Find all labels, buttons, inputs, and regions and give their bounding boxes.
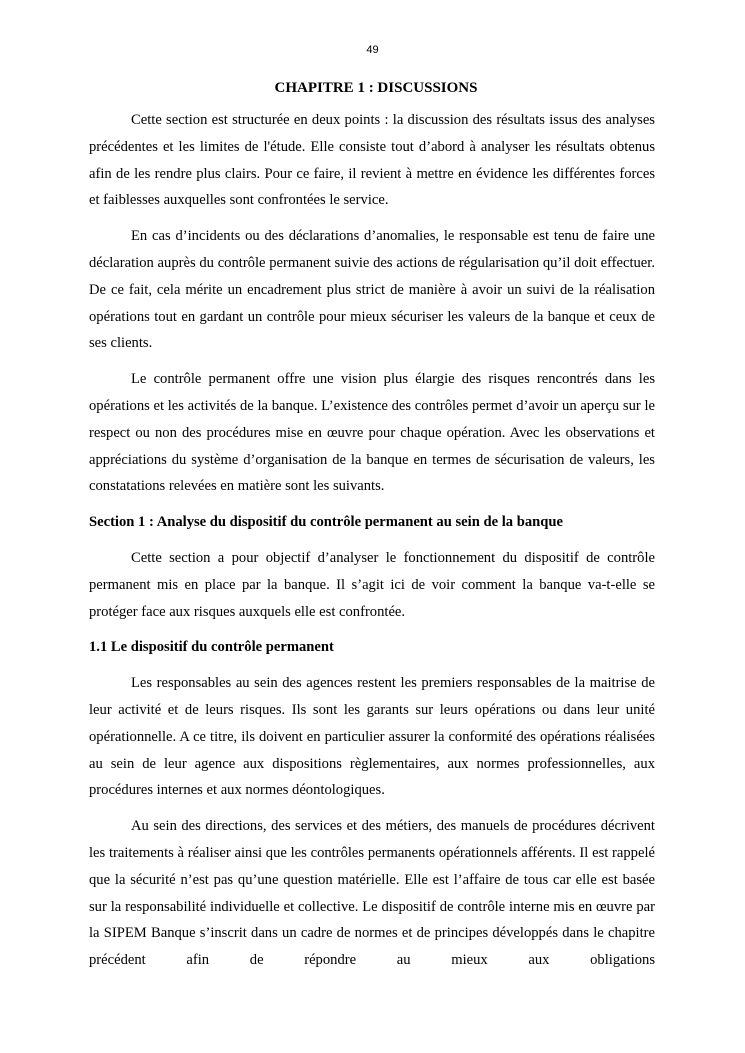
page-content: [89, 76, 655, 974]
page-number: 49: [366, 44, 379, 56]
intro-paragraph-1: Cette section est structurée en deux points : la discussion des résultats issus des analyses précédentes et les limites de l'étude. Elle consiste tout d’abord à analyser les résultats obtenus afin de les rendre plus clairs. Pour ce faire, il revient à mettre en évidence les différentes forces et faiblesses auxquelles sont confrontées le service.: [89, 112, 655, 209]
subsection-1-1-paragraph-2: Au sein des directions, des services et des métiers, des manuels de procédures décrivent les traitements à réaliser ainsi que les contrôles permanents opérationnels afférents. Il est rappelé que la sécurité n’est pas qu’une question matérielle. Elle est l’affaire de tous car elle est basée sur la responsabilité individuelle et collective. Le dispositif de contrôle interne mis en œuvre par la SIPEM Banque s’inscrit dans un cadre de normes et de principes développés dans le chapitre précédent afin de répondre au mieux aux obligations: [89, 818, 655, 969]
intro-paragraph-2: En cas d’incidents ou des déclarations d’anomalies, le responsable est tenu de faire une déclaration auprès du contrôle permanent suivie des actions de régularisation qu’il doit effectuer. De ce fait, cela mérite un encadrement plus strict de manière à avoir un suivi de la réalisation opérations tout en gardant un contrôle pour mieux sécuriser les valeurs de la banque et ceux de ses clients.: [89, 228, 655, 352]
subsection-1-1-heading: 1.1 Le dispositif du contrôle permanent: [89, 639, 334, 656]
section-1-heading: Section 1 : Analyse du dispositif du contrôle permanent au sein de la banque: [89, 514, 563, 531]
subsection-1-1-paragraph-1: Les responsables au sein des agences restent les premiers responsables de la maitrise de leur activité et de leurs risques. Ils sont les garants sur leurs opérations ou dans leur unité opérationnelle. A ce titre, ils doivent en particulier assurer la conformité des opérations réalisées au sein de leur agence aux dispositions règlementaires, aux normes professionnelles, aux procédures internes et aux normes déontologiques.: [89, 675, 655, 799]
chapter-title: CHAPITRE 1 : DISCUSSIONS: [274, 80, 478, 96]
intro-paragraph-3: Le contrôle permanent offre une vision plus élargie des risques rencontrés dans les opérations et les activités de la banque. L’existence des contrôles permet d’avoir un aperçu sur le respect ou non des procédures mise en œuvre pour chaque opération. Avec les observations et appréciations du système d’organisation de la banque en termes de sécurisation de valeurs, les constatations relevées en matière sont les suivants.: [89, 371, 655, 495]
section-1-paragraph: Cette section a pour objectif d’analyser le fonctionnement du dispositif de contrôle permanent mis en place par la banque. Il s’agit ici de voir comment la banque va-t-elle se protéger face aux risques auxquels elle est confrontée.: [89, 549, 655, 620]
